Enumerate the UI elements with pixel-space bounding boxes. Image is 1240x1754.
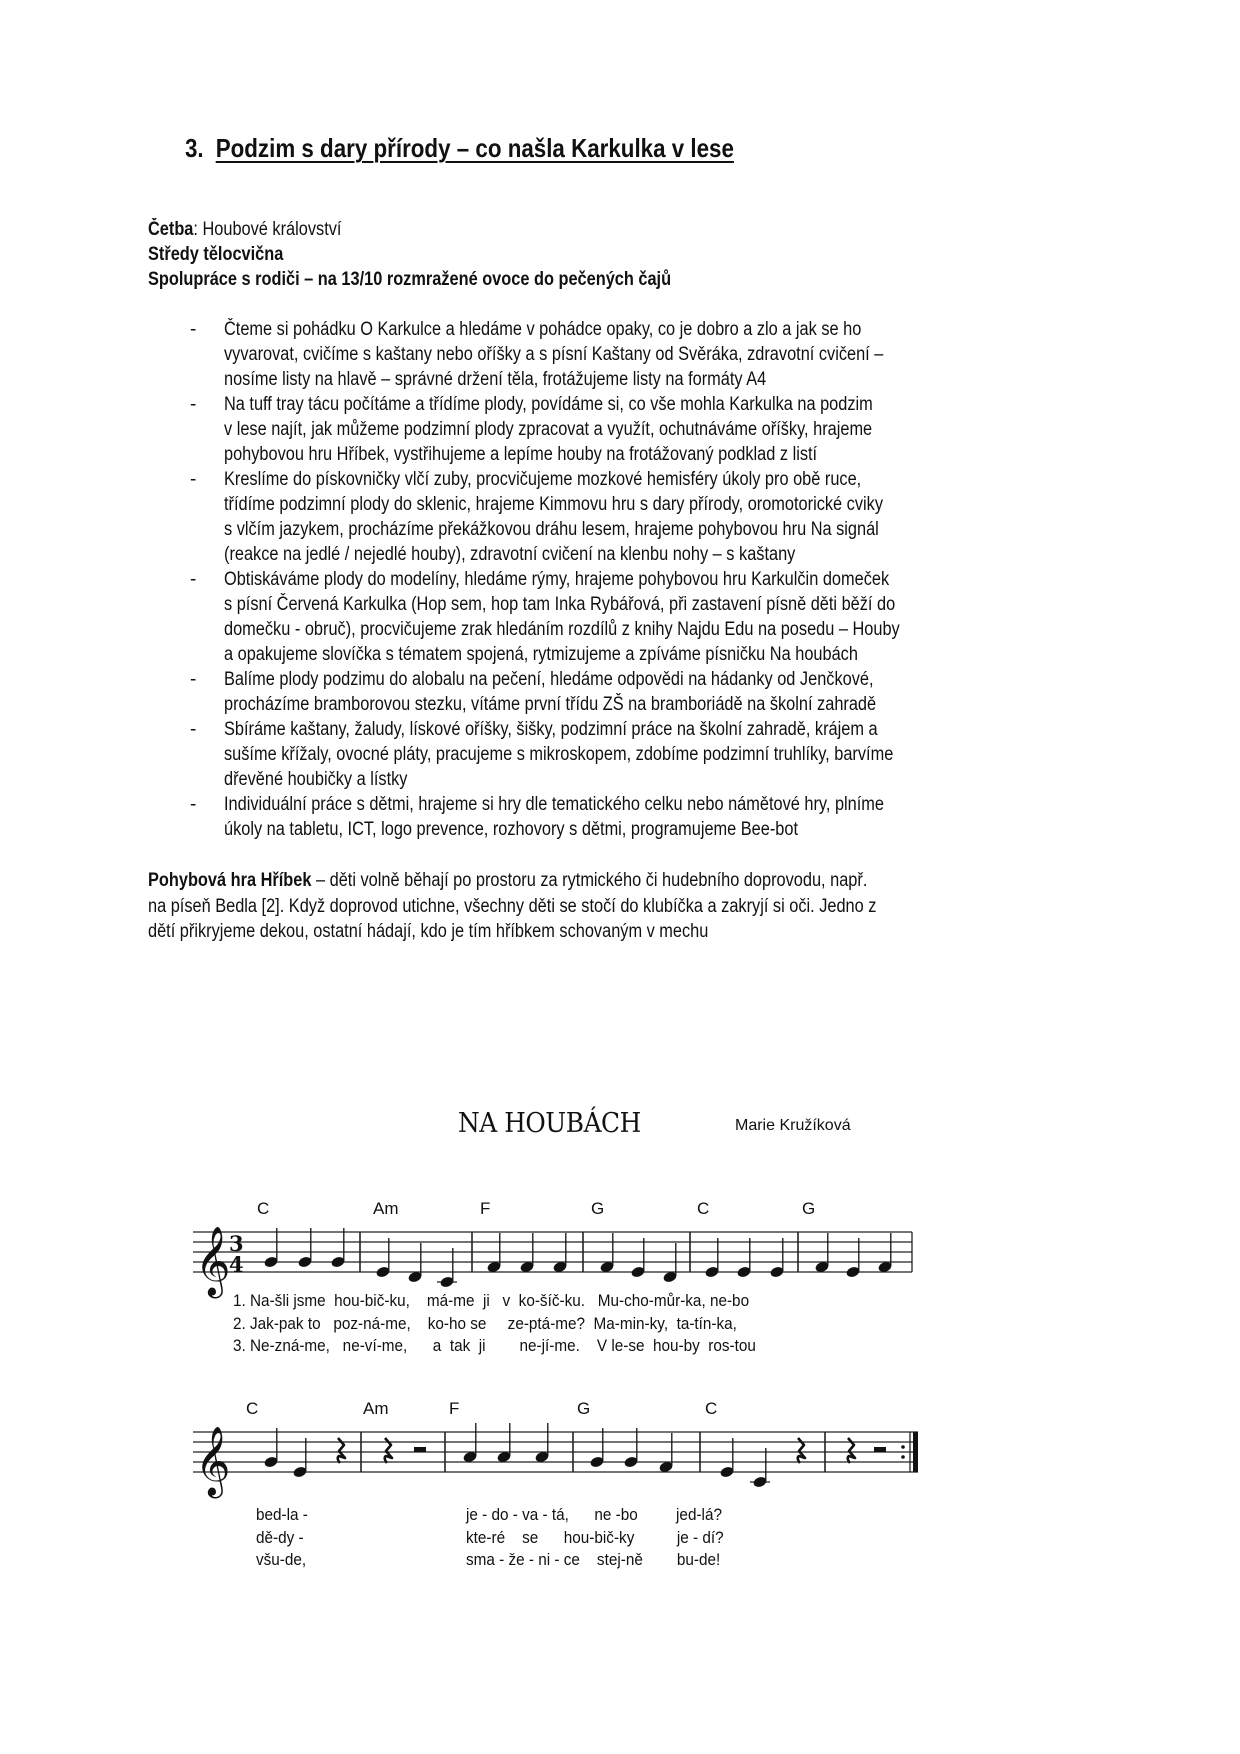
chord-label: C [705, 1399, 718, 1418]
lyrics-line: 3. Ne-zná-me, ne-ví-me, a tak ji ne-jí-me. V le-se hou-by ros-tou [233, 1336, 756, 1355]
final-bar-thick [913, 1432, 918, 1472]
reading-label: Četba [148, 219, 194, 240]
bullet-dash: - [190, 469, 197, 490]
reading-separator: : [193, 219, 203, 240]
activity-line: s písní Červená Karkulka (Hop sem, hop tam Inka Rybářová, při zastavení písně děti běží do [224, 594, 896, 615]
activity-line: pohybovou hru Hříbek, vystřihujeme a lepíme houby na frotážovaný podklad z listí [224, 444, 818, 465]
lyrics-line-start: dě-dy - [256, 1527, 304, 1547]
activity-line: Sbíráme kaštany, žaludy, lískové oříšky, šišky, podzimní práce na školní zahradě, krájem a [224, 719, 878, 740]
repeat-dot [901, 1455, 905, 1459]
activity-line: nosíme listy na hlavě – správné držení těla, frotážujeme listy na formáty A4 [224, 369, 767, 390]
activity-line: Kreslíme do pískovničky vlčí zuby, procvičujeme mozkové hemisféry úkoly pro obě ruce, [224, 469, 862, 490]
section-title: Podzim s dary přírody – co našla Karkulka v lese [215, 133, 734, 163]
activity-line: úkoly na tabletu, ICT, logo prevence, rozhovory s dětmi, programujeme Bee-bot [224, 819, 799, 840]
bullet-dash: - [190, 719, 197, 740]
activity-line: třídíme podzimní plody do sklenic, hrajeme Kimmovu hru s dary přírody, oromotorické cviky [224, 494, 883, 515]
activity-line: v lese najít, jak můžeme podzimní plody zpracovat a využít, ochutnáváme oříšky, hrajeme [224, 419, 873, 440]
bullet-dash: - [190, 319, 197, 340]
activity-line: Obtiskáváme plody do modelíny, hledáme rýmy, hrajeme pohybovou hru Karkulčin domeček [224, 569, 890, 590]
bullet-dash: - [190, 394, 197, 415]
chord-label: C [246, 1399, 259, 1418]
chord-label: F [480, 1199, 491, 1218]
game-title: Pohybová hra Hříbek [148, 870, 312, 891]
song-author: Marie Kružíková [735, 1117, 851, 1134]
bullet-dash: - [190, 669, 197, 690]
lyrics-line-start: bed-la - [256, 1505, 308, 1524]
activity-line: Balíme plody podzimu do alobalu na pečení, hledáme odpovědi na hádanky od Jenčkové, [224, 669, 874, 690]
activity-line: (reakce na jedlé / nejedlé houby), zdravotní cvičení na klenbu nohy – s kaštany [224, 544, 796, 565]
chord-label: C [697, 1199, 710, 1218]
chord-label: F [449, 1399, 460, 1418]
reading-value: Houbové království [202, 219, 342, 240]
treble-clef-icon: 𝄞 [195, 1426, 231, 1496]
lyrics-line-end: kte-ré se hou-bič-ky je - dí? [466, 1527, 724, 1547]
chord-label: G [802, 1199, 816, 1218]
half-rest [874, 1447, 886, 1452]
activity-line: vyvarovat, cvičíme s kaštany nebo oříšky a s písní Kaštany od Svěráka, zdravotní cvičení – [224, 344, 884, 365]
lyrics-line-end: je - do - va - tá, ne -bo jed-lá? [466, 1505, 722, 1524]
section-number: 3. [185, 133, 204, 163]
activity-line: Individuální práce s dětmi, hrajeme si hry dle tematického celku nebo námětové hry, plníme [224, 794, 884, 815]
game-line-3: dětí přikryjeme dekou, ostatní hádají, kdo je tím hříbkem schovaným v mechu [148, 921, 709, 942]
activity-line: Čteme si pohádku O Karkulce a hledáme v pohádce opaky, co je dobro a zlo a jak se ho [224, 319, 862, 340]
lyrics-line: 2. Jak-pak to poz-ná-me, ko-ho se ze-ptá-me? Ma-min-ky, ta-tín-ka, [233, 1313, 737, 1333]
chord-label: G [591, 1199, 605, 1218]
gym-line: Středy tělocvična [148, 244, 284, 265]
bullet-dash: - [190, 794, 197, 815]
lyrics-line-end: sma - že - ni - ce stej-ně bu-de! [466, 1550, 721, 1569]
chord-label: Am [363, 1399, 389, 1418]
treble-clef-icon: 𝄞 [195, 1226, 231, 1296]
game-line-2: na píseň Bedla [2]. Když doprovod utichne, všechny děti se stočí do klubíčka a zakryjí si oči. Jedno z [148, 895, 877, 917]
activity-line: dřevěné houbičky a lístky [224, 769, 408, 790]
activity-line: domečku - obruč), procvičujeme zrak hledáním rozdílů z knihy Najdu Edu na posedu – Houby [224, 619, 900, 640]
activity-line: Na tuff tray tácu počítáme a třídíme plody, povídáme si, co vše mohla Karkulka na podzim [224, 394, 873, 415]
activity-line: a opakujeme slovíčka s tématem spojená, rytmizujeme a zpíváme písničku Na houbách [224, 644, 858, 665]
bullet-dash: - [190, 569, 197, 590]
activity-line: sušíme křížaly, ovocné pláty, pracujeme s mikroskopem, zdobíme podzimní truhlíky, barvíme [224, 744, 894, 765]
time-signature-top: 3 [229, 1231, 244, 1256]
lyrics-line-start: všu-de, [256, 1550, 307, 1569]
half-rest [414, 1447, 426, 1452]
activity-line: procházíme bramborovou stezku, vítáme první třídu ZŠ na bramboriádě na školní zahradě [224, 694, 877, 715]
lyrics-line: 1. Na-šli jsme hou-bič-ku, má-me ji v ko-šíč-ku. Mu-cho-můr-ka, ne-bo [233, 1291, 750, 1310]
chord-label: Am [373, 1199, 399, 1218]
activity-line: s vlčím jazykem, procházíme překážkovou dráhu lesem, hrajeme pohybovou hru Na signál [224, 519, 879, 540]
time-signature-bottom: 4 [229, 1252, 244, 1277]
chord-label: C [257, 1199, 270, 1218]
parents-cooperation-line: Spolupráce s rodiči – na 13/10 rozmražené ovoce do pečených čajů [148, 269, 672, 290]
repeat-dot [901, 1445, 905, 1449]
chord-label: G [577, 1399, 591, 1418]
game-text-1: – děti volně běhají po prostoru za rytmického či hudebního doprovodu, např. [311, 870, 868, 891]
song-title: NA HOUBÁCH [458, 1108, 641, 1139]
